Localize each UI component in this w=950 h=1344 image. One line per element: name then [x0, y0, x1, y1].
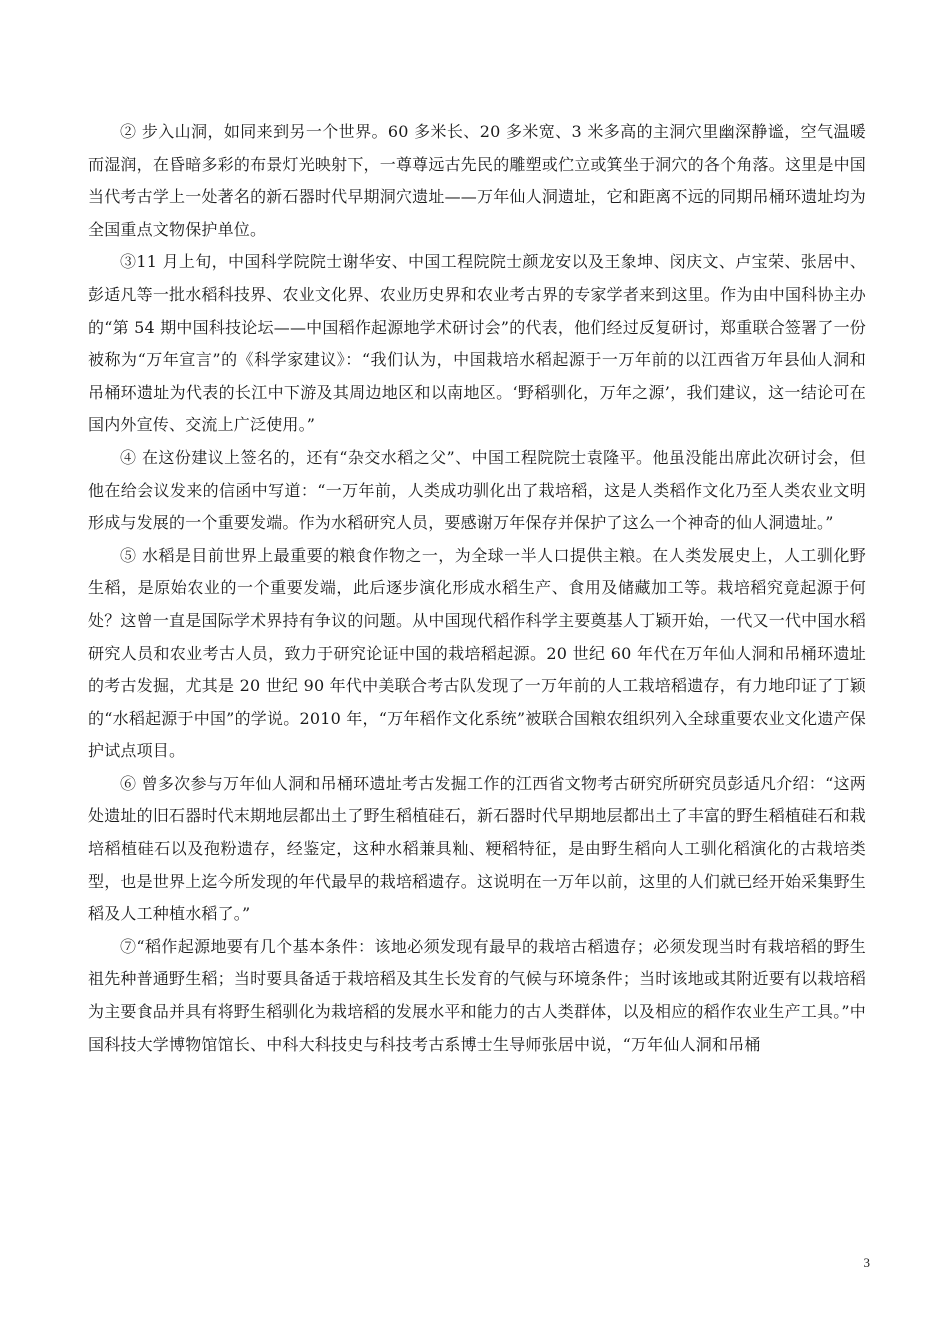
paragraph-5: ⑤ 水稻是目前世界上最重要的粮食作物之一，为全球一半人口提供主粮。在人类发展史上，人工驯化野生稻，是原始农业的一个重要发端，此后逐步演化形成水稻生产、食用及储藏加工等。栽培稻究竟起源于何处？这曾一直是国际学术界持有争议的问题。从中国现代稻作科学主要奠基人丁颖开始，一代又一代中国水稻研究人员和农业考古人员，致力于研究论证中国的栽培稻起源。20 世纪 60 年代在万年仙人洞和吊桶环遗址的考古发掘，尤其是 20 世纪 90 年代中美联合考古队发现了一万年前的人工栽培稻遗存，有力地印证了丁颖的“水稻起源于中国”的学说。2010 年，“万年稻作文化系统”被联合国粮农组织列入全球重要农业文化遗产保护试点项目。 [88, 545, 866, 761]
paragraph-4: ④ 在这份建议上签名的，还有“杂交水稻之父”、中国工程院院士袁隆平。他虽没能出席此次研讨会，但他在给会议发来的信函中写道：“一万年前，人类成功驯化出了栽培稻，这是人类稻作文化乃至人类农业文明形成与发展的一个重要发端。作为水稻研究人员，要感谢万年保存并保护了这么一个神奇的仙人洞遗址。” [88, 447, 866, 533]
paragraph-6: ⑥ 曾多次参与万年仙人洞和吊桶环遗址考古发掘工作的江西省文物考古研究所研究员彭适凡介绍：“这两处遗址的旧石器时代末期地层都出土了野生稻植硅石，新石器时代早期地层都出土了丰富的野生稻植硅石和栽培稻植硅石以及孢粉遗存，经鉴定，这种水稻兼具籼、粳稻特征，是由野生稻向人工驯化稻演化的古栽培类型，也是世界上迄今所发现的年代最早的栽培稻遗存。这说明在一万年以前，这里的人们就已经开始采集野生稻及人工种植水稻了。” [88, 773, 866, 924]
paragraph-2: ② 步入山洞，如同来到另一个世界。60 多米长、20 多米宽、3 米多高的主洞穴里幽深静谧，空气温暖而湿润，在昏暗多彩的布景灯光映射下，一尊尊远古先民的雕塑或伫立或箕坐于洞穴的各个角落。这里是中国当代考古学上一处著名的新石器时代早期洞穴遗址——万年仙人洞遗址，它和距离不远的同期吊桶环遗址均为全国重点文物保护单位。 [88, 122, 866, 239]
paragraph-3: ③11 月上旬，中国科学院院士谢华安、中国工程院院士颜龙安以及王象坤、闵庆文、卢宝荣、张居中、彭适凡等一批水稻科技界、农业文化界、农业历史界和农业考古界的专家学者来到这里。作为由中国科协主办的“第 54 期中国科技论坛——中国稻作起源地学术研讨会”的代表，他们经过反复研讨，郑重联合签署了一份被称为“万年宣言”的《科学家建议》：“我们认为，中国栽培水稻起源于一万年前的以江西省万年县仙人洞和吊桶环遗址为代表的长江中下游及其周边地区和以南地区。‘野稻驯化，万年之源’，我们建议，这一结论可在国内外宣传、交流上广泛使用。” [88, 252, 866, 435]
page-number: 3 [863, 1255, 870, 1270]
document-body [88, 116, 866, 1061]
paragraph-7: ⑦“稻作起源地要有几个基本条件：该地必须发现有最早的栽培古稻遗存；必须发现当时有栽培稻的野生祖先种普通野生稻；当时要具备适于栽培稻及其生长发育的气候与环境条件；当时该地或其附近要有以栽培稻为主要食品并具有将野生稻驯化为栽培稻的发展水平和能力的古人类群体，以及相应的稻作农业生产工具。”中国科技大学博物馆馆长、中科大科技史与科技考古系博士生导师张居中说，“万年仙人洞和吊桶 [88, 936, 866, 1054]
